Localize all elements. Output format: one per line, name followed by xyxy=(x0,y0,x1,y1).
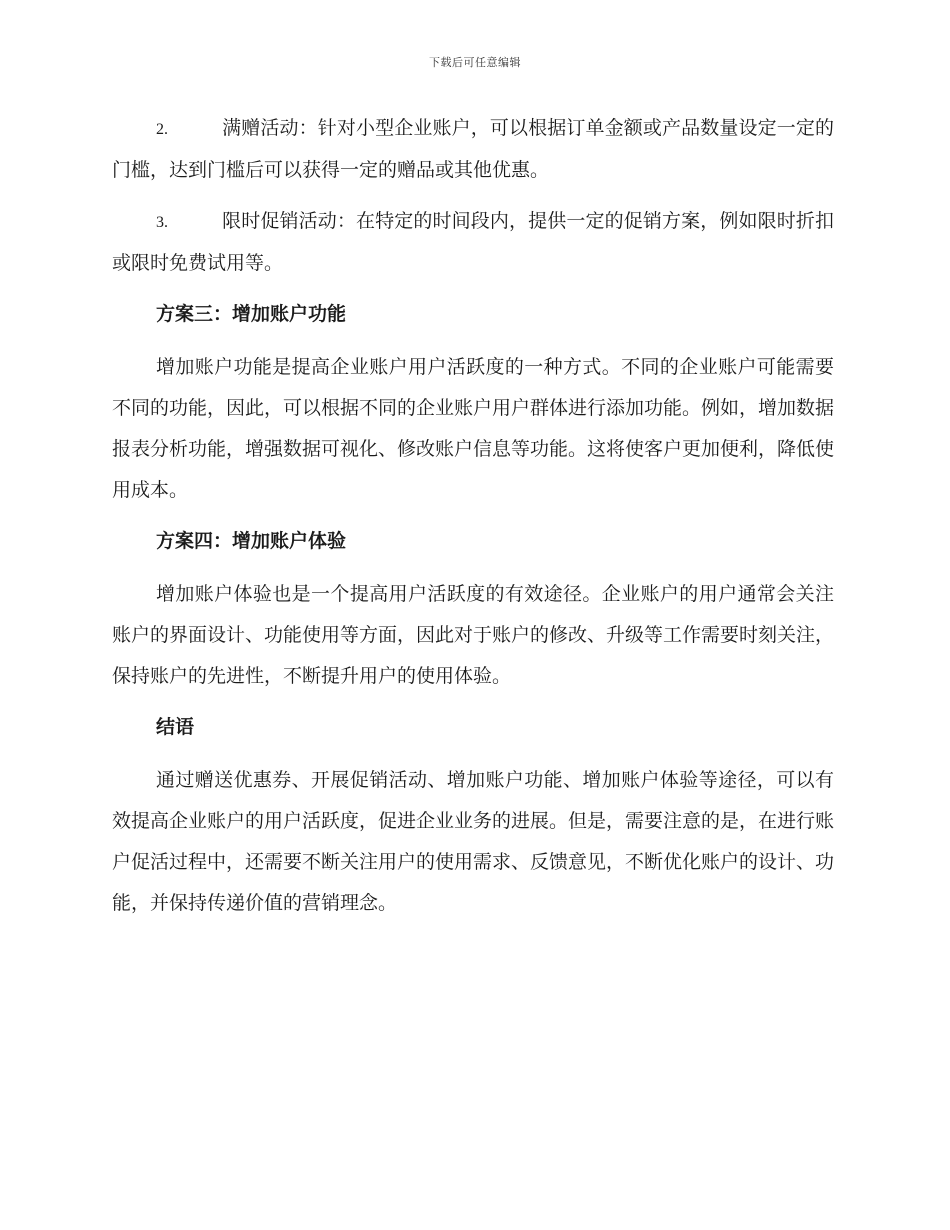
list-item xyxy=(112,108,834,191)
list-item-number: 2. xyxy=(156,121,168,138)
section-heading-plan-three: 方案三：增加账户功能 xyxy=(156,303,347,325)
page-header: 下载后可任意编辑 xyxy=(429,56,521,69)
section-body-plan-three: 增加账户功能是提高企业账户用户活跃度的一种方式。不同的企业账户可能需要不同的功能，因此，可以根据不同的企业账户用户群体进行添加功能。例如，增加数据报表分析功能，增强数据可视化、修改账户信息等功能。这将使客户更加便利，降低使用成本。 xyxy=(112,356,835,501)
list-item-text: 限时促销活动：在特定的时间段内，提供一定的促销方案，例如限时折扣或限时免费试用等。 xyxy=(112,210,834,274)
document-body xyxy=(112,108,834,934)
list-item-text: 满赠活动：针对小型企业账户，可以根据订单金额或产品数量设定一定的门槛，达到门槛后可以获得一定的赠品或其他优惠。 xyxy=(112,117,834,181)
list-item-number: 3. xyxy=(156,214,168,231)
section-body-conclusion: 通过赠送优惠券、开展促销活动、增加账户功能、增加账户体验等途径，可以有效提高企业账户的用户活跃度，促进企业业务的进展。但是，需要注意的是，在进行账户促活过程中，还需要不断关注用户的使用需求、反馈意见，不断优化账户的设计、功能，并保持传递价值的营销理念。 xyxy=(112,769,835,914)
section-body-plan-four: 增加账户体验也是一个提高用户活跃度的有效途径。企业账户的用户通常会关注账户的界面设计、功能使用等方面，因此对于账户的修改、升级等工作需要时刻关注，保持账户的先进性，不断提升用户的使用体验。 xyxy=(112,583,835,687)
list-item xyxy=(112,201,834,284)
section-heading-plan-four: 方案四：增加账户体验 xyxy=(156,530,347,552)
section-heading-conclusion: 结语 xyxy=(156,716,195,738)
